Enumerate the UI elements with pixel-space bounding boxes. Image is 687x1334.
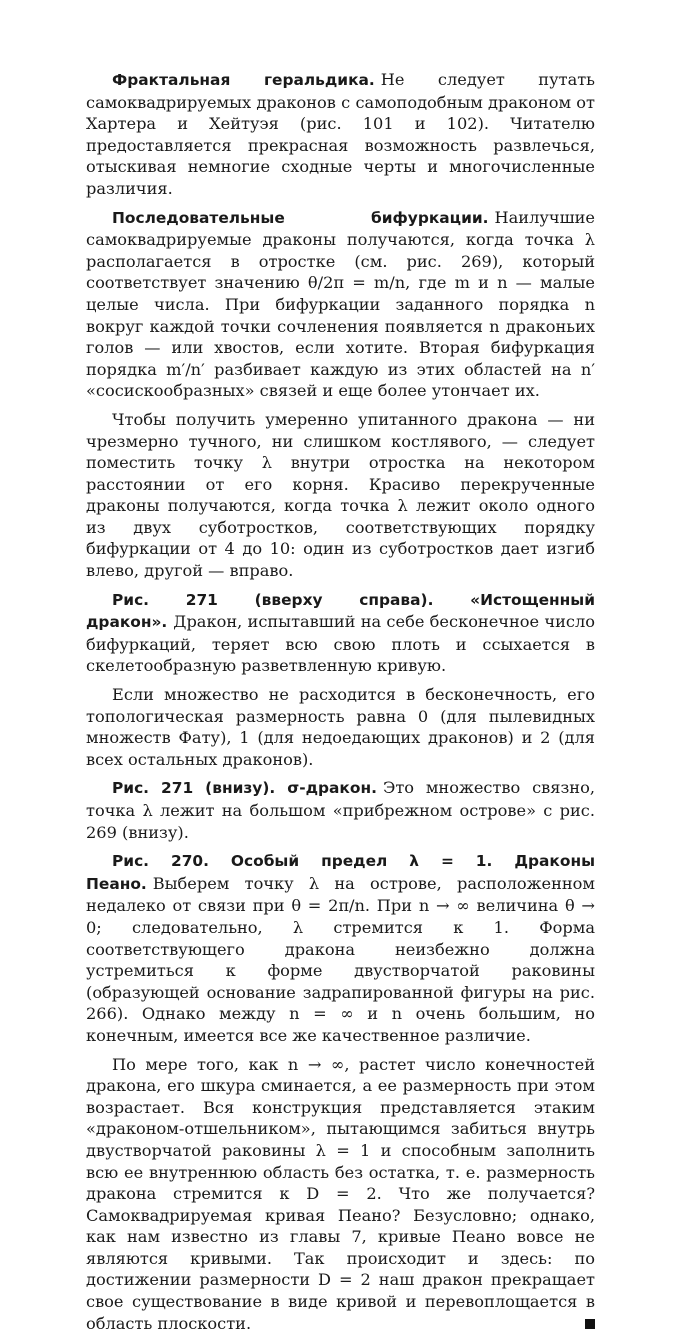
paragraph-fractal-heraldry xyxy=(86,69,595,200)
paragraph-fig271-top xyxy=(86,589,595,677)
paragraph-heading: Рис. 271 (вверху справа). «Истощенный дракон». xyxy=(86,590,595,632)
paragraph-text: Если множество не расходится в бесконечность, его топологическая размерность равна 0 (для пылевидных множеств Фату), 1 (для недоедающих драконов) и 2 (для всех остальных драконов). xyxy=(86,685,595,769)
paragraph-text: Не следует путать самоквадрируемых драконов с самоподобным драконом от Хартера и Хейтуэя (рис. 101 и 102). Читателю предоставляется прекрасная возможность развлечься, отыскивая немногие сходные черты и многочисленные различия. xyxy=(86,70,595,198)
paragraph-fig270 xyxy=(86,850,595,1046)
paragraph-text: Наилучшие самоквадрируемые драконы получаются, когда точка λ располагается в отростке (см. рис. 269), который соответствует значению θ/2π = m/n, где m и n — малые целые числа. При бифуркации заданного порядка n вокруг каждой точки сочленения появляется n драконьих голов — или хвостов, если хотите. Вторая бифуркация порядка m′/n′ разбивает каждую из этих областей на n′ «сосискообразных» связей и еще более утончает их. xyxy=(86,207,595,401)
paragraph-well-fed-dragon xyxy=(86,409,595,582)
paragraph-heading: Рис. 271 (внизу). σ-дракон. xyxy=(112,779,377,798)
end-of-proof-square-icon xyxy=(585,1319,595,1329)
paragraph-text: Это множество связно, точка λ лежит на большом «прибрежном острове» с рис. 269 (внизу). xyxy=(86,778,595,842)
paragraph-heading: Фрактальная геральдика. xyxy=(112,71,375,89)
paragraph-text: Чтобы получить умеренно упитанного дракона — ни чрезмерно тучного, ни слишком костлявого, — следует поместить точку λ внутри отростка на некотором расстоянии от его корня. Красиво перекрученные драконы получаются, когда точка λ лежит около одного из двух суботростков, соответствующих порядку бифуркации от 4 до 10: один из суботростков дает изгиб влево, другой — вправо. xyxy=(86,409,595,581)
paragraph-text: По мере того, как n → ∞, растет число конечностей дракона, его шкура сминается, а ее размерность при этом возрастает. Вся конструкция представляется этаким «драконом-отшельником», пытающимся забиться внутрь двустворчатой раковины λ = 1 и способным заполнить всю ее внутреннюю область без остатка, т. е. размерность дракона стремится к D = 2. Что же получается? Самоквадрируемая кривая Пеано? Безусловно; однако, как нам известно из главы 7, кривые Пеано вовсе не являются кривыми. Так происходит и здесь: по достижении размерности D = 2 наш дракон прекращает свое существование в виде кривой и перевоплощается в область плоскости. xyxy=(86,1054,595,1333)
paragraph-successive-bifurcations xyxy=(86,207,595,402)
paragraph-heading: Рис. 270. Особый предел λ = 1. Драконы Пеано. xyxy=(86,852,595,893)
paragraph-heading: Последовательные бифуркации. xyxy=(112,208,489,227)
paragraph-peano-dragon xyxy=(86,1054,595,1334)
paragraph-topological-dimension xyxy=(86,684,595,770)
paragraph-text: Выберем точку λ на острове, расположенном недалеко от связи при θ = 2π/n. При n → ∞ величина θ → 0; следовательно, λ стремится к 1. Форма соответствующего дракона неизбежно должна устремиться к форме двустворчатой раковины (образующей основание задрапированной фигуры на рис. 266). Однако между n = ∞ и n очень большим, но конечным, имеется все же качественное различие. xyxy=(86,873,595,1045)
paragraph-text: Дракон, испытавший на себе бесконечное число бифуркаций, теряет всю свою плоть и ссыхается в скелетообразную разветвленную кривую. xyxy=(86,612,595,676)
paragraph-fig271-bottom xyxy=(86,777,595,843)
